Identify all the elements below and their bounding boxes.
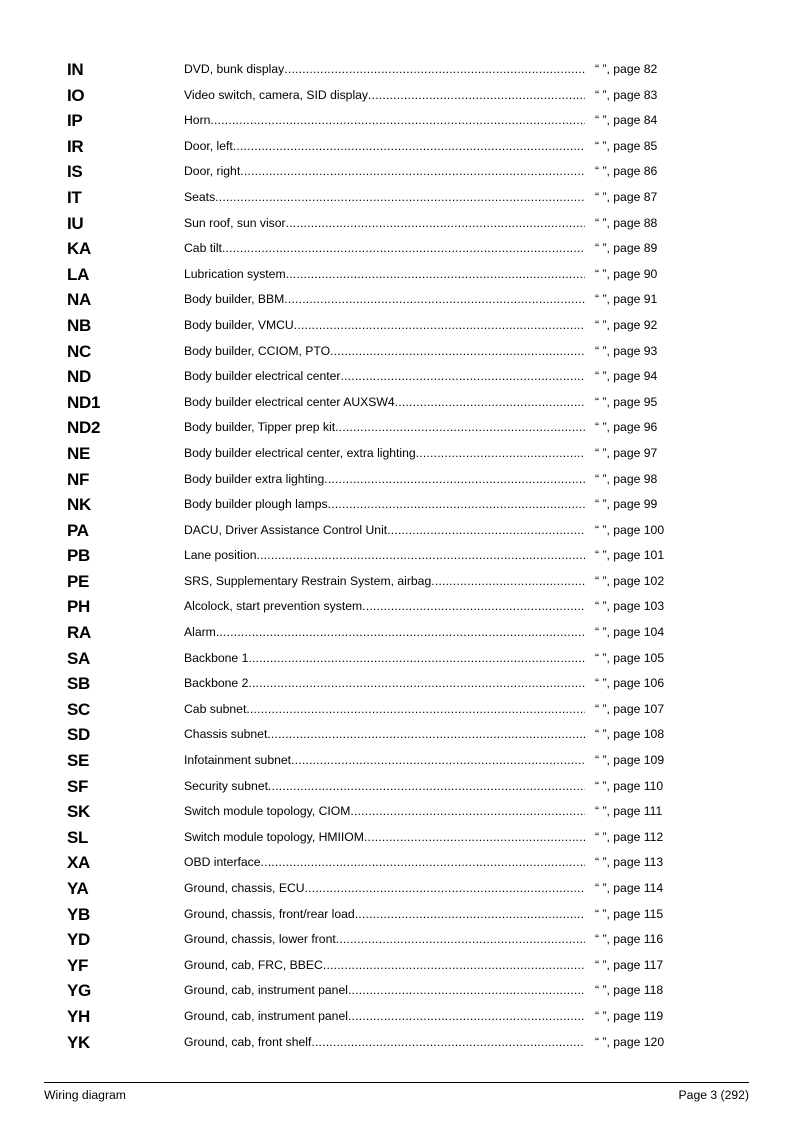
toc-entry-description: Body builder plough lamps	[184, 497, 328, 512]
toc-entry-description: Body builder, Tipper prep kit	[184, 420, 336, 435]
toc-entry-leader	[184, 547, 585, 564]
toc-entry-description: Body builder electrical center AUXSW4	[184, 394, 395, 409]
page-number: Page 3 (292)	[678, 1088, 749, 1102]
toc-entry-description: Body builder electrical center	[184, 369, 341, 384]
toc-entry-page-reference[interactable]: “ ”, page 95	[595, 394, 658, 409]
toc-entry-leader	[184, 573, 585, 590]
toc-entry[interactable]	[0, 286, 793, 312]
toc-entry-description: Body builder extra lighting	[184, 471, 325, 486]
toc-entry-page-reference[interactable]: “ ”, page 118	[595, 983, 664, 998]
toc-entry[interactable]	[0, 901, 793, 927]
toc-entry-description: Lubrication system	[184, 266, 286, 281]
toc-entry[interactable]	[0, 440, 793, 466]
toc-entry-page-reference[interactable]: “ ”, page 117	[595, 957, 664, 972]
toc-entry[interactable]	[0, 414, 793, 440]
table-of-contents	[0, 56, 793, 1054]
toc-entry[interactable]	[0, 977, 793, 1003]
toc-entry-page-reference[interactable]: “ ”, page 112	[595, 829, 664, 844]
toc-entry-leader	[184, 496, 585, 513]
toc-entry-leader	[184, 726, 585, 743]
toc-entry-page-reference[interactable]: “ ”, page 87	[595, 189, 658, 204]
toc-entry[interactable]	[0, 466, 793, 492]
toc-entry[interactable]	[0, 952, 793, 978]
toc-entry-code: IU	[67, 213, 84, 233]
toc-entry-description: Switch module topology, CIOM	[184, 804, 351, 819]
toc-entry-page-reference[interactable]: “ ”, page 86	[595, 164, 658, 179]
toc-entry-leader	[184, 189, 585, 206]
toc-entry-description: OBD interface	[184, 855, 261, 870]
toc-entry-page-reference[interactable]: “ ”, page 115	[595, 906, 664, 921]
toc-entry-description: Security subnet	[184, 778, 269, 793]
toc-entry-leader	[184, 368, 585, 385]
toc-entry[interactable]	[0, 363, 793, 389]
toc-entry-leader	[184, 240, 585, 257]
toc-entry-page-reference[interactable]: “ ”, page 92	[595, 317, 658, 332]
toc-entry-page-reference[interactable]: “ ”, page 109	[595, 753, 665, 768]
toc-entry[interactable]	[0, 389, 793, 415]
toc-entry-description: Backbone 1	[184, 650, 249, 665]
toc-entry-code: SC	[67, 699, 91, 719]
toc-entry-leader	[184, 266, 585, 283]
toc-entry-code: YK	[67, 1032, 91, 1052]
toc-entry-page-reference[interactable]: “ ”, page 113	[595, 855, 664, 870]
toc-entry-description: Horn	[184, 113, 211, 128]
toc-entry-description: Cab tilt	[184, 241, 222, 256]
toc-entry-leader	[184, 624, 585, 641]
toc-entry-page-reference[interactable]: “ ”, page 106	[595, 676, 665, 691]
toc-entry-page-reference[interactable]: “ ”, page 82	[595, 62, 658, 76]
toc-entry[interactable]	[0, 798, 793, 824]
toc-entry-description: Ground, cab, front shelf	[184, 1034, 312, 1049]
toc-entry-code: NK	[67, 495, 91, 515]
toc-entry-leader	[184, 215, 585, 232]
footer-divider	[44, 1082, 749, 1083]
toc-entry-description: Backbone 2	[184, 676, 249, 691]
toc-entry-page-reference[interactable]: “ ”, page 84	[595, 113, 658, 128]
toc-entry-page-reference[interactable]: “ ”, page 102	[595, 573, 665, 588]
toc-entry-description: Infotainment subnet	[184, 753, 292, 768]
toc-entry-description: Cab subnet	[184, 701, 247, 716]
toc-entry-code: YA	[67, 879, 89, 898]
toc-entry-leader	[184, 701, 585, 718]
toc-entry-code: IN	[67, 60, 84, 79]
toc-entry-leader	[184, 445, 585, 462]
toc-entry-description: Ground, chassis, front/rear load	[184, 906, 355, 921]
toc-entry-page-reference[interactable]: “ ”, page 111	[595, 804, 663, 819]
toc-entry-page-reference[interactable]: “ ”, page 91	[595, 292, 658, 307]
toc-entry-page-reference[interactable]: “ ”, page 85	[595, 138, 658, 153]
toc-entry-page-reference[interactable]: “ ”, page 101	[595, 548, 665, 563]
toc-entry-leader	[184, 291, 585, 308]
toc-entry[interactable]	[0, 670, 793, 696]
toc-entry[interactable]	[0, 82, 793, 108]
toc-entry-description: Switch module topology, HMIIOM	[184, 829, 364, 844]
toc-entry-page-reference[interactable]: “ ”, page 114	[595, 881, 664, 895]
toc-entry-description: Alcolock, start prevention system	[184, 599, 363, 614]
toc-entry[interactable]	[0, 696, 793, 722]
toc-entry-code: NB	[67, 315, 91, 335]
toc-entry-code: SE	[67, 751, 90, 771]
toc-entry-code: ND2	[67, 418, 101, 438]
toc-entry-leader	[184, 803, 585, 820]
toc-entry-code: ND	[67, 367, 91, 387]
toc-entry-description: Chassis subnet	[184, 727, 268, 742]
toc-entry-page-reference[interactable]: “ ”, page 104	[595, 625, 665, 640]
toc-entry-leader	[184, 87, 585, 104]
toc-entry-description: Body builder, VMCU	[184, 317, 294, 332]
toc-entry-leader	[184, 880, 585, 897]
toc-entry-code: LA	[67, 264, 90, 284]
toc-entry-description: SRS, Supplementary Restrain System, airbag	[184, 573, 432, 588]
toc-entry-code: IT	[67, 187, 82, 207]
toc-entry[interactable]	[0, 542, 793, 568]
toc-entry[interactable]	[0, 773, 793, 799]
toc-entry[interactable]	[0, 645, 793, 671]
toc-entry-leader	[184, 112, 585, 129]
toc-entry-page-reference[interactable]: “ ”, page 110	[595, 778, 664, 793]
toc-entry-leader	[184, 317, 585, 334]
toc-entry-description: Body builder electrical center, extra lighting	[184, 445, 416, 460]
toc-entry-code: IR	[67, 136, 84, 156]
toc-entry-description: Ground, cab, instrument panel	[184, 983, 348, 998]
toc-entry-leader	[184, 1008, 585, 1025]
toc-entry[interactable]	[0, 619, 793, 645]
toc-entry-page-reference[interactable]: “ ”, page 108	[595, 727, 665, 742]
toc-entry-code: PE	[67, 571, 90, 591]
toc-entry-code: YG	[67, 981, 91, 1001]
toc-entry-leader	[184, 675, 585, 692]
toc-entry-description: Door, left	[184, 138, 233, 153]
toc-entry-description: Sun roof, sun visor	[184, 215, 286, 230]
toc-entry-description: Ground, cab, FRC, BBEC	[184, 957, 323, 972]
toc-entry-leader	[184, 829, 585, 846]
toc-entry-code: NE	[67, 443, 91, 463]
toc-entry-code: SA	[67, 648, 91, 668]
toc-entry-code: RA	[67, 623, 91, 643]
toc-entry-leader	[184, 854, 585, 871]
toc-entry-page-reference[interactable]: “ ”, page 89	[595, 241, 658, 256]
toc-entry-leader	[184, 61, 585, 78]
toc-entry-leader	[184, 752, 585, 769]
toc-entry-description: Ground, chassis, lower front	[184, 932, 336, 947]
toc-entry-page-reference[interactable]: “ ”, page 88	[595, 215, 658, 230]
toc-entry[interactable]	[0, 338, 793, 364]
toc-entry-description: Video switch, camera, SID display	[184, 87, 369, 102]
toc-entry-code: NF	[67, 469, 90, 489]
toc-entry-page-reference[interactable]: “ ”, page 93	[595, 343, 658, 358]
toc-entry-leader	[184, 138, 585, 155]
toc-entry-leader	[184, 471, 585, 488]
toc-entry-code: IP	[67, 111, 83, 131]
toc-entry-description: DACU, Driver Assistance Control Unit	[184, 522, 388, 537]
toc-entry-code: YD	[67, 930, 91, 950]
toc-entry[interactable]	[0, 491, 793, 517]
toc-entry[interactable]	[0, 721, 793, 747]
toc-entry-leader	[184, 982, 585, 999]
toc-entry[interactable]	[0, 158, 793, 184]
toc-entry-code: SD	[67, 725, 91, 745]
toc-entry-leader	[184, 343, 585, 360]
toc-entry[interactable]	[0, 849, 793, 875]
toc-entry-description: Body builder, BBM	[184, 292, 285, 307]
toc-entry-leader	[184, 163, 585, 180]
toc-entry[interactable]	[0, 56, 793, 82]
toc-entry[interactable]	[0, 312, 793, 338]
toc-entry-page-reference[interactable]: “ ”, page 120	[595, 1034, 665, 1049]
toc-entry[interactable]	[0, 184, 793, 210]
toc-entry-code: YF	[67, 955, 89, 975]
toc-entry-code: IO	[67, 85, 85, 105]
toc-entry-leader	[184, 906, 585, 923]
toc-entry[interactable]	[0, 568, 793, 594]
toc-entry-leader	[184, 778, 585, 795]
toc-entry-page-reference[interactable]: “ ”, page 99	[595, 497, 658, 512]
toc-entry-code: KA	[67, 239, 91, 259]
toc-entry-code: ND1	[67, 392, 101, 412]
toc-entry[interactable]	[0, 517, 793, 543]
toc-entry-leader	[184, 394, 585, 411]
toc-entry-description: Ground, cab, instrument panel	[184, 1008, 348, 1023]
toc-entry-description: Alarm	[184, 625, 216, 640]
toc-entry[interactable]	[0, 133, 793, 159]
toc-entry-page-reference[interactable]: “ ”, page 90	[595, 266, 658, 281]
toc-entry[interactable]	[0, 1003, 793, 1029]
toc-entry-code: IS	[67, 162, 83, 182]
toc-entry-code: XA	[67, 853, 91, 873]
toc-entry-leader	[184, 598, 585, 615]
toc-entry[interactable]	[0, 210, 793, 236]
toc-entry[interactable]	[0, 261, 793, 287]
toc-entry-code: YH	[67, 1006, 91, 1026]
toc-entry[interactable]	[0, 875, 793, 901]
toc-entry-page-reference[interactable]: “ ”, page 96	[595, 420, 658, 435]
toc-entry-code: SB	[67, 674, 91, 694]
toc-entry-code: YB	[67, 904, 91, 924]
toc-entry-code: PH	[67, 597, 91, 617]
toc-entry-description: DVD, bunk display	[184, 62, 285, 76]
toc-entry-code: NC	[67, 341, 91, 361]
toc-entry-page-reference[interactable]: “ ”, page 116	[595, 932, 664, 947]
toc-entry[interactable]	[0, 235, 793, 261]
toc-entry-leader	[184, 957, 585, 974]
toc-entry-leader	[184, 1034, 585, 1051]
toc-entry[interactable]	[0, 747, 793, 773]
toc-entry-code: NA	[67, 290, 91, 310]
toc-entry-page-reference[interactable]: “ ”, page 105	[595, 650, 665, 665]
toc-entry-description: Door, right	[184, 164, 241, 179]
toc-entry-code: PB	[67, 546, 91, 566]
toc-entry-code: PA	[67, 520, 89, 540]
toc-entry-description: Lane position	[184, 548, 257, 563]
toc-entry-description: Body builder, CCIOM, PTO	[184, 343, 331, 358]
toc-entry-page-reference[interactable]: “ ”, page 94	[595, 369, 658, 384]
toc-entry-page-reference[interactable]: “ ”, page 83	[595, 87, 658, 102]
toc-entry-description: Ground, chassis, ECU	[184, 881, 305, 895]
toc-entry-leader	[184, 522, 585, 539]
toc-entry-leader	[184, 931, 585, 948]
document-title: Wiring diagram	[44, 1088, 126, 1102]
toc-entry-page-reference[interactable]: “ ”, page 98	[595, 471, 658, 486]
toc-entry-leader	[184, 650, 585, 667]
toc-entry[interactable]	[0, 107, 793, 133]
toc-entry[interactable]	[0, 824, 793, 850]
toc-entry-leader	[184, 419, 585, 436]
toc-entry-page-reference[interactable]: “ ”, page 107	[595, 701, 665, 716]
toc-entry[interactable]	[0, 1029, 793, 1055]
toc-entry-description: Seats	[184, 189, 216, 204]
toc-entry-code: SL	[67, 827, 89, 847]
toc-entry-page-reference[interactable]: “ ”, page 119	[595, 1008, 664, 1023]
toc-entry-page-reference[interactable]: “ ”, page 100	[595, 522, 665, 537]
toc-entry[interactable]	[0, 926, 793, 952]
toc-entry[interactable]	[0, 593, 793, 619]
toc-entry-code: SK	[67, 802, 91, 822]
toc-entry-page-reference[interactable]: “ ”, page 97	[595, 445, 658, 460]
toc-entry-page-reference[interactable]: “ ”, page 103	[595, 599, 665, 614]
toc-entry-code: SF	[67, 776, 89, 796]
